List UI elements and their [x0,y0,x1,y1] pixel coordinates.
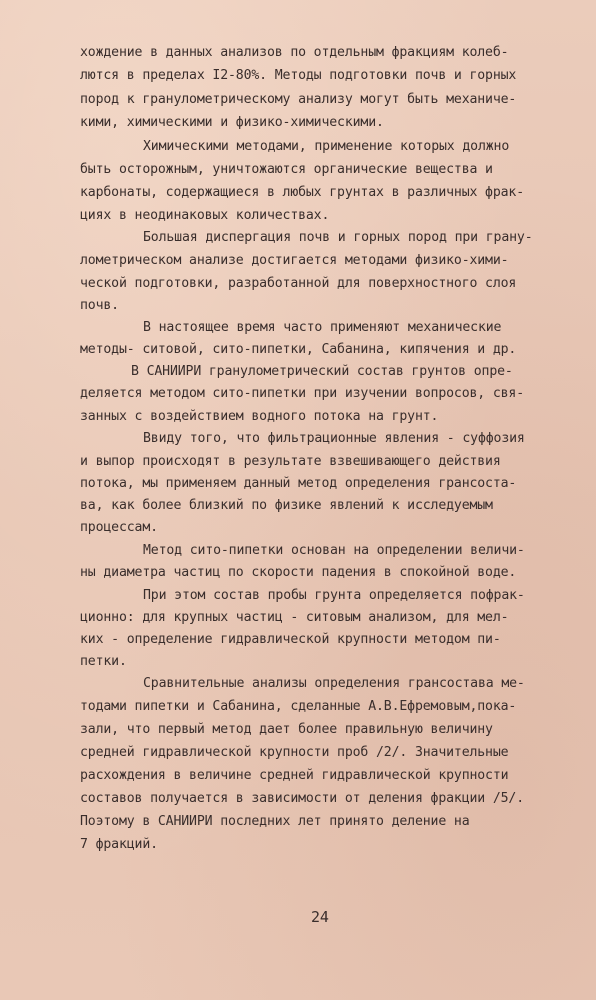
text-line: ческой подготовки, разработанной для поверхностного слоя [80,276,517,291]
text-line: Сравнительные анализы определения грансостава ме- [143,676,525,691]
text-line: средней гидравлической крупности проб /2/. Значительные [80,745,509,760]
text-line: расхождения в величине средней гидравлической крупности [80,768,509,783]
page-number: 24 [311,908,329,926]
text-line: лются в пределах I2-80%. Методы подготовки почв и горных [80,68,517,83]
text-line: пород к гранулометрическому анализу могут быть механиче- [80,92,517,107]
text-line: занных с воздействием водного потока на грунт. [80,409,439,424]
text-line: петки. [80,654,127,669]
text-line: 7 фракций. [80,837,158,852]
text-line: и выпор происходят в результате взвешивающего действия [80,454,501,469]
text-line: ционно: для крупных частиц - ситовым анализом, для мел- [80,610,509,625]
text-line: карбонаты, содержащиеся в любых грунтах в различных фрак- [80,185,525,200]
text-line: Химическими методами, применение которых должно [143,139,510,154]
text-line: ких - определение гидравлической крупности методом пи- [80,632,501,647]
text-line: деляется методом сито-пипетки при изучении вопросов, свя- [80,386,525,401]
text-line: почв. [80,298,119,313]
text-line: Ввиду того, что фильтрационные явления - суффозия [143,431,525,446]
text-line: При этом состав пробы грунта определяется пофрак- [143,588,525,603]
text-line: потока, мы применяем данный метод определения грансоста- [80,476,517,491]
text-line: В САНИИРИ гранулометрический состав грунтов опре- [131,364,513,379]
text-line: составов получается в зависимости от деления фракции /5/. [80,791,525,806]
text-line: быть осторожным, уничтожаются органические вещества и [80,162,493,177]
text-line: тодами пипетки и Сабанина, сделанные А.В.Ефремовым,пока- [80,699,517,714]
text-line: кими, химическими и физико-химическими. [80,115,384,130]
text-line: Поэтому в САНИИРИ последних лет принято деление на [80,814,470,829]
text-line: Большая диспергация почв и горных пород при грану- [143,230,533,245]
text-line: лометрическом анализе достигается методами физико-хими- [80,253,509,268]
text-line: В настоящее время часто применяют механические [143,320,502,335]
text-line: методы- ситовой, сито-пипетки, Сабанина, кипячения и др. [80,342,517,357]
text-line: ва, как более близкий по физике явлений к исследуемым [80,498,493,513]
text-line: процессам. [80,520,158,535]
text-line: зали, что первый метод дает более правильную величину [80,722,493,737]
text-line: циях в неодинаковых количествах. [80,208,330,223]
text-line: хождение в данных анализов по отдельным фракциям колеб- [80,45,509,60]
text-line: ны диаметра частиц по скорости падения в спокойной воде. [80,565,517,580]
text-line: Метод сито-пипетки основан на определении величи- [143,543,525,558]
